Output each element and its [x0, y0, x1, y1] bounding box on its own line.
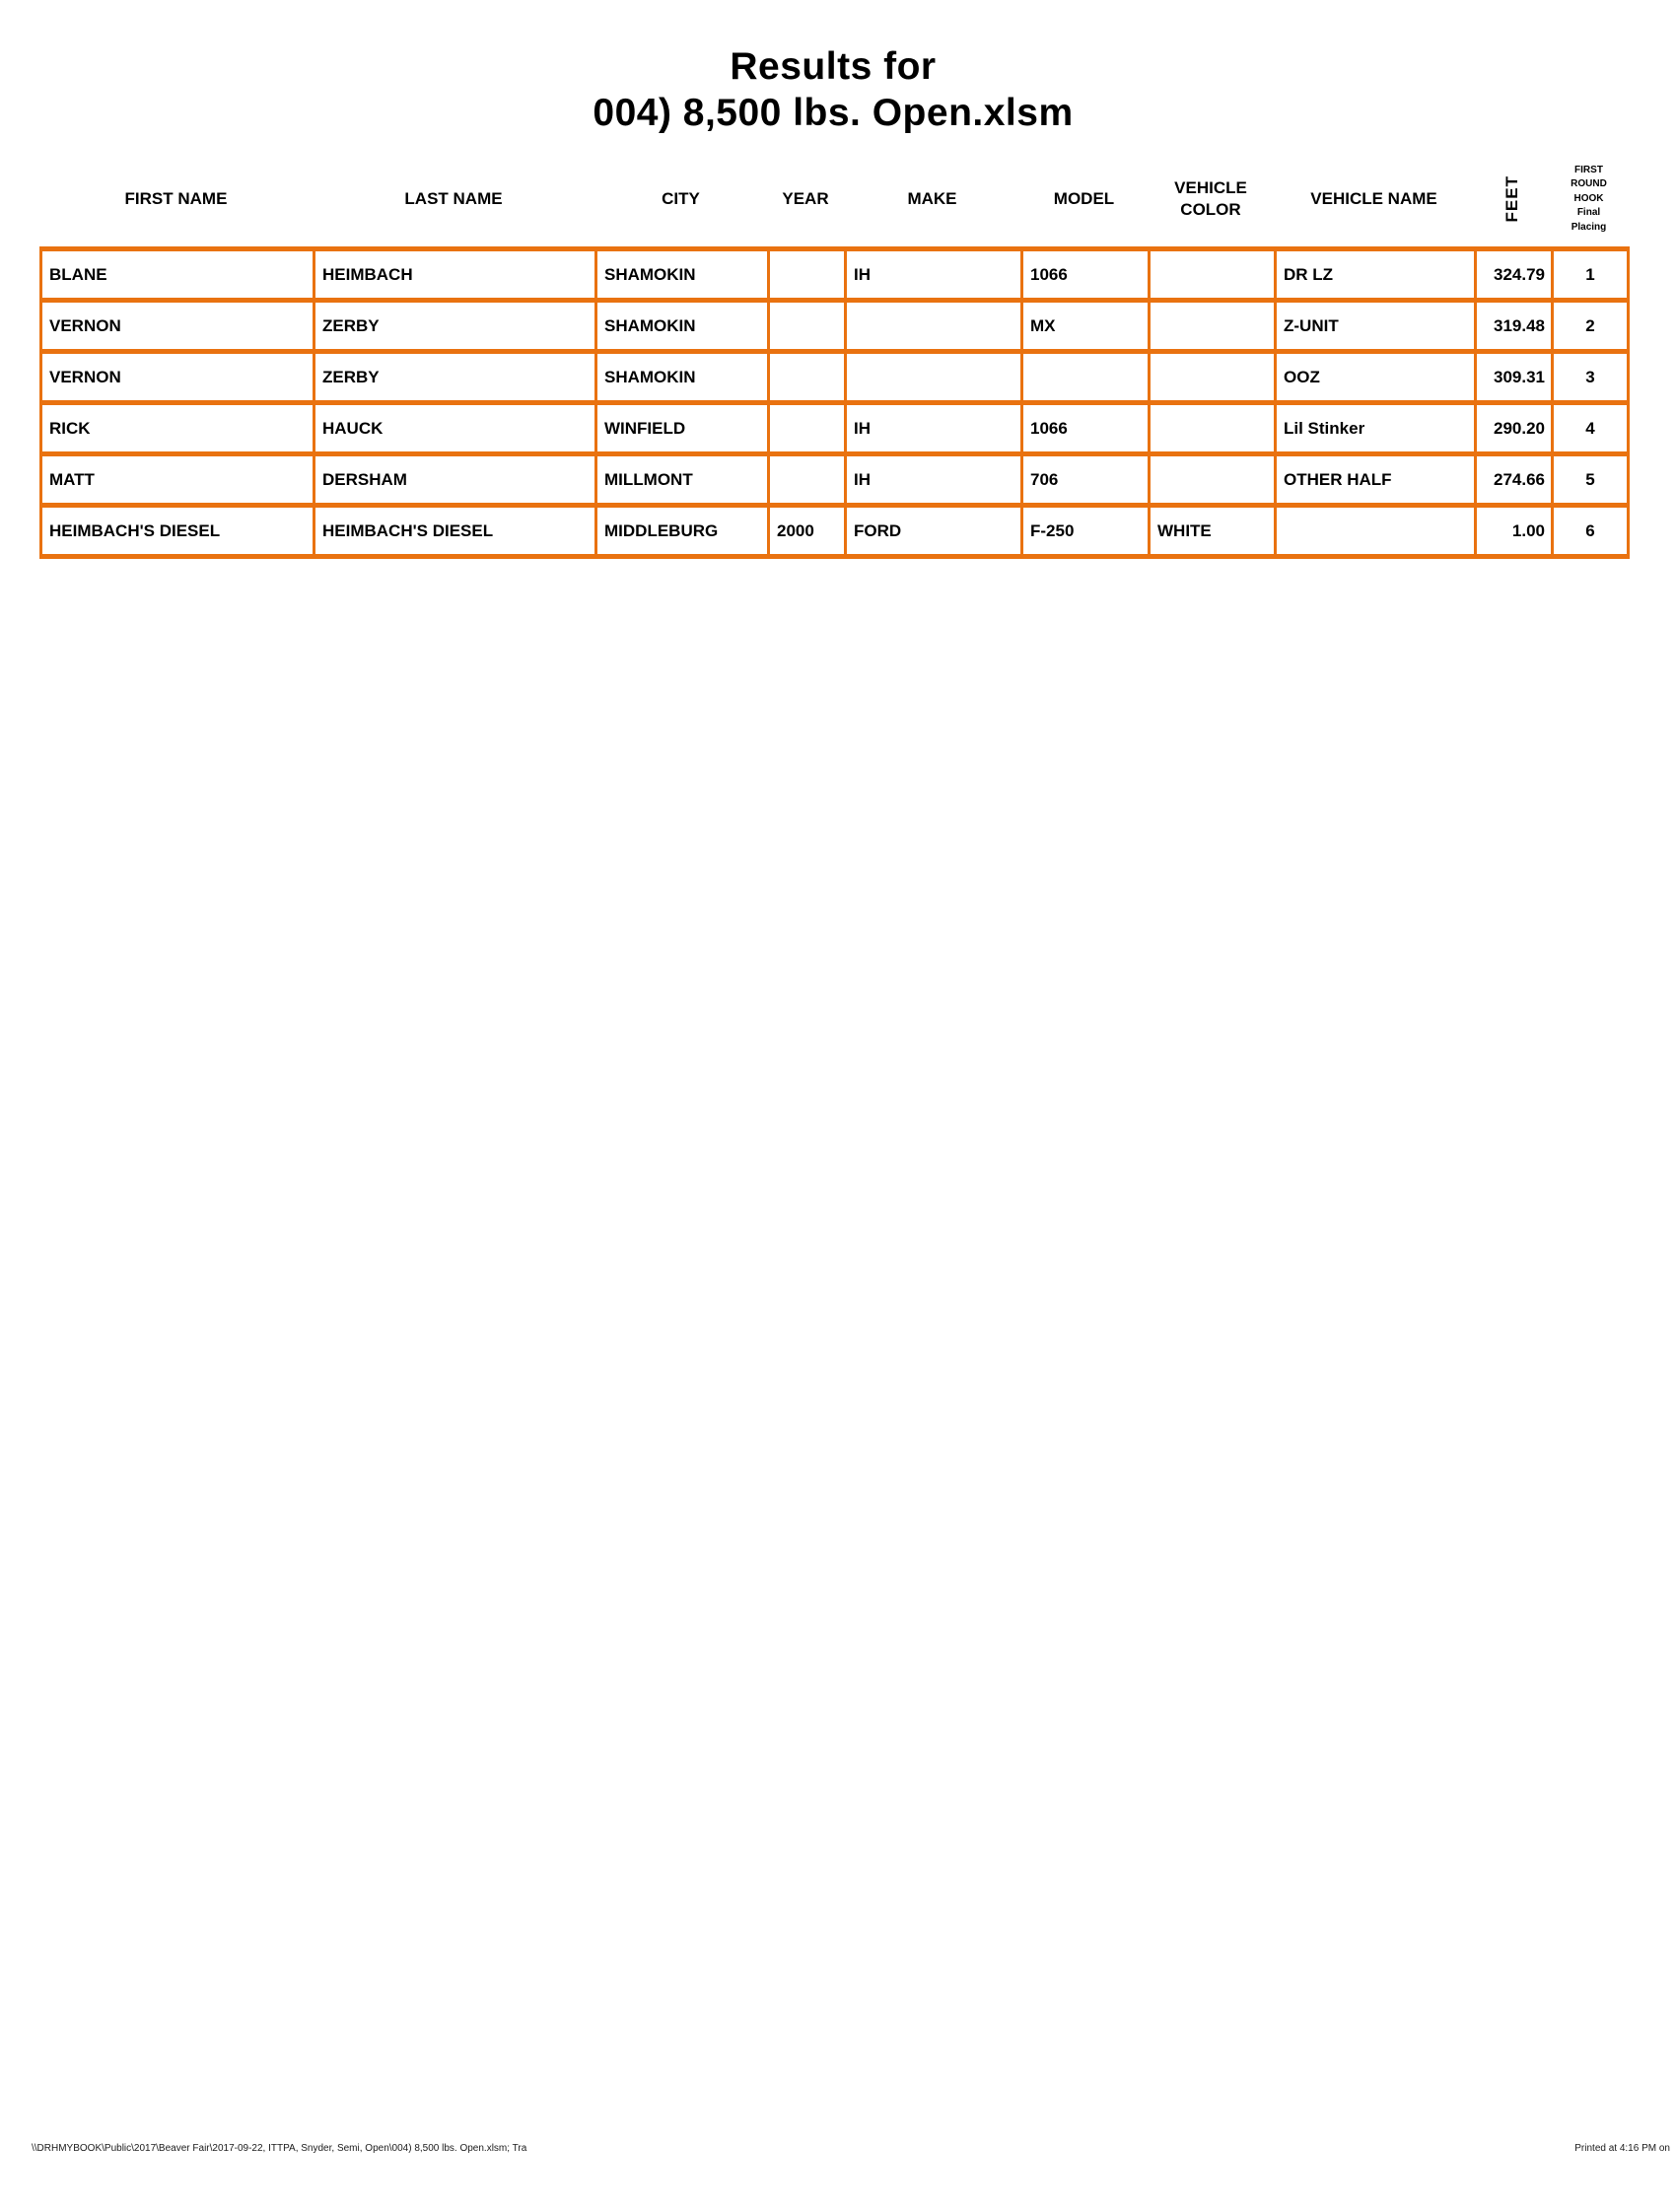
- cell-first-name: HEIMBACH'S DIESEL: [41, 506, 314, 557]
- cell-vehicle-color: [1150, 249, 1276, 301]
- report-title: [39, 43, 1627, 136]
- cell-first-name: RICK: [41, 403, 314, 454]
- printed-results-page: [0, 43, 1676, 2212]
- cell-feet: 324.79: [1476, 249, 1553, 301]
- cell-make: IH: [846, 403, 1022, 454]
- cell-make: FORD: [846, 506, 1022, 557]
- cell-feet: 274.66: [1476, 454, 1553, 506]
- cell-year: 2000: [769, 506, 846, 557]
- table-row: [41, 403, 1629, 454]
- cell-model: 1066: [1022, 249, 1150, 301]
- cell-vehicle-name: OTHER HALF: [1276, 454, 1476, 506]
- column-header-placing-line4: Final: [1576, 207, 1601, 219]
- column-header-feet-label: FEET: [1502, 175, 1521, 223]
- cell-year: [769, 301, 846, 352]
- cell-placing: 5: [1553, 454, 1629, 506]
- table-row: [41, 454, 1629, 506]
- cell-placing: 6: [1553, 506, 1629, 557]
- column-header-placing-line1: FIRST: [1574, 164, 1603, 175]
- cell-last-name: HAUCK: [314, 403, 596, 454]
- cell-model: [1022, 352, 1150, 403]
- cell-year: [769, 454, 846, 506]
- column-header-placing: [1551, 152, 1627, 246]
- cell-model: F-250: [1022, 506, 1150, 557]
- cell-vehicle-color: [1150, 403, 1276, 454]
- cell-last-name: ZERBY: [314, 301, 596, 352]
- cell-city: SHAMOKIN: [596, 352, 769, 403]
- cell-model: 706: [1022, 454, 1150, 506]
- cell-last-name: DERSHAM: [314, 454, 596, 506]
- cell-city: SHAMOKIN: [596, 249, 769, 301]
- column-header-first-name: FIRST NAME: [124, 189, 228, 208]
- cell-make: [846, 352, 1022, 403]
- cell-first-name: VERNON: [41, 301, 314, 352]
- column-header-placing-line3: HOOK: [1573, 192, 1604, 204]
- column-header-make: MAKE: [907, 189, 957, 208]
- cell-vehicle-name: Z-UNIT: [1276, 301, 1476, 352]
- column-header-feet: [1474, 152, 1551, 246]
- column-header-city: CITY: [662, 189, 700, 208]
- table-row: [41, 301, 1629, 352]
- column-header-model: MODEL: [1053, 189, 1115, 208]
- cell-city: MIDDLEBURG: [596, 506, 769, 557]
- cell-placing: 4: [1553, 403, 1629, 454]
- cell-last-name: ZERBY: [314, 352, 596, 403]
- cell-year: [769, 249, 846, 301]
- column-header-last-name: LAST NAME: [404, 189, 503, 208]
- cell-feet: 319.48: [1476, 301, 1553, 352]
- cell-make: [846, 301, 1022, 352]
- cell-placing: 1: [1553, 249, 1629, 301]
- cell-vehicle-name: OOZ: [1276, 352, 1476, 403]
- cell-first-name: VERNON: [41, 352, 314, 403]
- column-header-year: YEAR: [782, 189, 829, 208]
- table-row: [41, 506, 1629, 557]
- cell-year: [769, 352, 846, 403]
- cell-placing: 2: [1553, 301, 1629, 352]
- cell-vehicle-name: DR LZ: [1276, 249, 1476, 301]
- report-title-line2: 004) 8,500 lbs. Open.xlsm: [593, 92, 1074, 134]
- cell-vehicle-color: [1150, 352, 1276, 403]
- cell-feet: 309.31: [1476, 352, 1553, 403]
- footer-printed-timestamp: Printed at 4:16 PM on: [1574, 2143, 1670, 2154]
- cell-city: SHAMOKIN: [596, 301, 769, 352]
- column-header-placing-line2: ROUND: [1571, 178, 1607, 190]
- cell-city: MILLMONT: [596, 454, 769, 506]
- cell-make: IH: [846, 454, 1022, 506]
- cell-first-name: BLANE: [41, 249, 314, 301]
- table-row: [41, 352, 1629, 403]
- cell-feet: 1.00: [1476, 506, 1553, 557]
- cell-model: 1066: [1022, 403, 1150, 454]
- cell-model: MX: [1022, 301, 1150, 352]
- report-title-line1: Results for: [730, 45, 937, 88]
- column-header-vehicle-name: VEHICLE NAME: [1310, 189, 1437, 208]
- cell-last-name: HEIMBACH: [314, 249, 596, 301]
- cell-first-name: MATT: [41, 454, 314, 506]
- column-header-placing-line5: Placing: [1571, 221, 1607, 233]
- cell-vehicle-name: Lil Stinker: [1276, 403, 1476, 454]
- cell-vehicle-name: [1276, 506, 1476, 557]
- cell-last-name: HEIMBACH'S DIESEL: [314, 506, 596, 557]
- cell-make: IH: [846, 249, 1022, 301]
- table-row: [41, 249, 1629, 301]
- cell-city: WINFIELD: [596, 403, 769, 454]
- table-header-row: [39, 152, 1627, 246]
- column-header-vehicle-color: VEHICLE COLOR: [1174, 178, 1247, 219]
- cell-vehicle-color: [1150, 454, 1276, 506]
- cell-year: [769, 403, 846, 454]
- cell-feet: 290.20: [1476, 403, 1553, 454]
- footer-file-path: \\DRHMYBOOK\Public\2017\Beaver Fair\2017-09-22, ITTPA, Snyder, Semi, Open\004) 8,500 lbs. Open.xlsm; Tra: [32, 2143, 527, 2154]
- cell-placing: 3: [1553, 352, 1629, 403]
- cell-vehicle-color: WHITE: [1150, 506, 1276, 557]
- results-table: [39, 246, 1630, 559]
- cell-vehicle-color: [1150, 301, 1276, 352]
